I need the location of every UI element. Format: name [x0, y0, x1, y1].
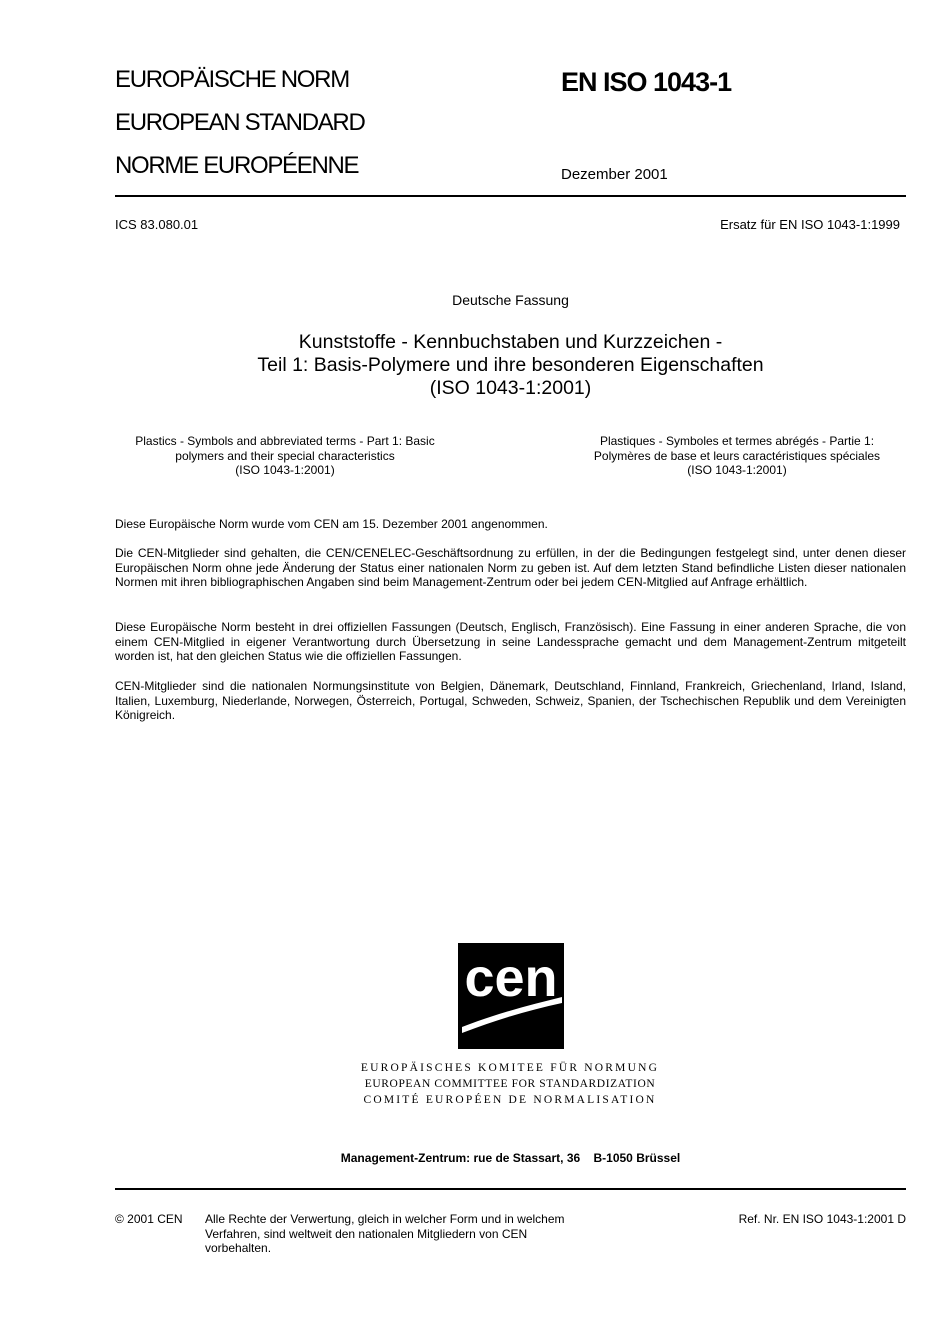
standard-number: EN ISO 1043-1	[561, 67, 732, 97]
committee-name-fr: COMITÉ EUROPÉEN DE NORMALISATION	[363, 1094, 657, 1106]
rights-notice-line: vorbehalten.	[205, 1241, 272, 1255]
title-english	[100, 434, 470, 478]
cen-logo-icon	[458, 943, 564, 1049]
title-english-line: polymers and their special characteristics	[175, 448, 395, 463]
version-label: Deutsche Fassung	[452, 292, 569, 308]
title-french-line: Plastiques - Symboles et termes abrégés - Partie 1:	[599, 434, 875, 448]
copyright: © 2001 CEN	[115, 1212, 183, 1226]
footer-rule	[115, 1188, 906, 1190]
main-title-line: Teil 1: Basis-Polymere und ihre besonderen Eigenschaften	[257, 354, 764, 376]
replaces-note: Ersatz für EN ISO 1043-1:1999	[720, 217, 900, 232]
official-versions-paragraph: Diese Europäische Norm besteht in drei offiziellen Fassungen (Deutsch, Englisch, Französisch). Eine Fassung in einer anderen Sprache, die von einem CEN-Mitglied in eigener Verantwortung durch Übersetzung in seine Landessprache gemacht und dem Management-Zentrum mitgeteilt worden ist, hat den gleichen Status wie die offiziellen Fassungen.	[115, 620, 906, 664]
reference-number: Ref. Nr. EN ISO 1043-1:2001 D	[738, 1212, 906, 1226]
ics-code: ICS 83.080.01	[115, 217, 199, 232]
rights-notice-line: Verfahren, sind weltweit den nationalen Mitgliedern von CEN	[205, 1226, 528, 1241]
adoption-paragraph: Diese Europäische Norm wurde vom CEN am 15. Dezember 2001 angenommen.	[115, 517, 548, 531]
norm-title-fr: NORME EUROPÉENNE	[115, 152, 359, 179]
rights-notice	[205, 1212, 565, 1256]
management-centre-address: Management-Zentrum: rue de Stassart, 36 B-1050 Brüssel	[340, 1151, 681, 1165]
main-title	[115, 331, 906, 400]
rights-notice-line: Alle Rechte der Verwertung, gleich in welcher Form und in welchem	[205, 1212, 565, 1226]
members-obligation-paragraph: Die CEN-Mitglieder sind gehalten, die CEN/CENELEC-Geschäftsordnung zu erfüllen, in der die Bedingungen festgelegt sind, unter denen dieser Europäischen Norm ohne jede Änderung der Status einer nationalen Norm zu geben ist. Auf dem letzten Stand befindliche Listen dieser nationalen Normen mit ihren bibliographischen Angaben sind beim Management-Zentrum oder bei jedem CEN-Mitglied auf Anfrage erhältlich.	[115, 546, 906, 590]
norm-title-en: EUROPEAN STANDARD	[115, 109, 365, 136]
committee-name-en: EUROPEAN COMMITTEE FOR STANDARDIZATION	[364, 1078, 656, 1090]
header-rule	[115, 195, 906, 197]
cen-logo-text: cen	[464, 948, 558, 1008]
committee-name-de: EUROPÄISCHES KOMITEE FÜR NORMUNG	[360, 1062, 660, 1074]
title-french-line: Polymères de base et leurs caractéristiques spéciales	[593, 448, 881, 463]
title-french-line: (ISO 1043-1:2001)	[687, 463, 787, 477]
main-title-line: Kunststoffe - Kennbuchstaben und Kurzzeichen -	[298, 331, 723, 353]
committee-names	[300, 1060, 720, 1108]
norm-title-de: EUROPÄISCHE NORM	[115, 66, 349, 93]
title-french	[552, 434, 922, 478]
title-english-line: Plastics - Symbols and abbreviated terms - Part 1: Basic	[135, 434, 435, 448]
cen-members-paragraph: CEN-Mitglieder sind die nationalen Normungsinstitute von Belgien, Dänemark, Deutschland, Finnland, Frankreich, Griechenland, Irland, Island, Italien, Luxemburg, Niederlande, Norwegen, Österreich, Portugal, Schweden, Schweiz, Spanien, der Tschechischen Republik und dem Vereinigten Königreich.	[115, 679, 906, 723]
title-english-line: (ISO 1043-1:2001)	[235, 463, 335, 477]
main-title-line: (ISO 1043-1:2001)	[429, 377, 592, 399]
publication-date: Dezember 2001	[561, 166, 668, 183]
